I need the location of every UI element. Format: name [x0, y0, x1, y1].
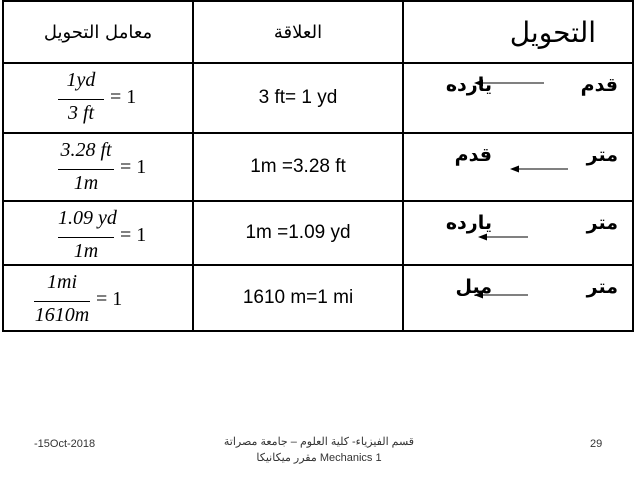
- unit-target: يارده: [445, 74, 492, 96]
- table-row: [3, 63, 633, 133]
- equals-one: = 1: [110, 86, 137, 108]
- conversion-cell: [403, 63, 633, 133]
- equals-one: = 1: [96, 288, 123, 310]
- relation-cell: 1m =3.28 ft: [193, 133, 403, 201]
- unit-source: متر: [586, 212, 618, 234]
- fraction-numerator: 1.09 yd: [58, 207, 117, 229]
- fraction-denominator: 1m: [73, 172, 99, 194]
- relation-cell: 3 ft= 1 yd: [193, 63, 403, 133]
- header-conversion-factor: معامل التحويل: [3, 1, 193, 63]
- table-row: [3, 133, 633, 201]
- unit-target: قدم: [454, 144, 492, 166]
- conversion-factor-cell: [3, 133, 193, 201]
- table-row: [3, 201, 633, 265]
- unit-source: متر: [586, 144, 618, 166]
- equals-one: = 1: [120, 156, 147, 178]
- header-relation: العلاقة: [193, 1, 403, 63]
- header-row: [3, 1, 633, 63]
- conversion-factor-cell: [3, 265, 193, 331]
- fraction: [58, 136, 158, 202]
- conversion-table: [2, 0, 634, 332]
- footer-course-info: [200, 434, 438, 466]
- fraction-numerator: 3.28 ft: [60, 139, 112, 161]
- relation-cell: 1m =1.09 yd: [193, 201, 403, 265]
- fraction: [34, 268, 134, 334]
- conversion-cell: [403, 265, 633, 331]
- footer-department: قسم الفيزياء- كلية العلوم – جامعة مصراتة: [223, 436, 415, 448]
- conversion-cell: [403, 201, 633, 265]
- conversion-factor-cell: [3, 63, 193, 133]
- fraction-numerator: 1mi: [47, 271, 77, 293]
- fraction-denominator: 1610m: [34, 304, 90, 326]
- footer-course: مقرر ميكانيكا Mechanics 1: [256, 452, 382, 464]
- fraction: [58, 204, 158, 270]
- unit-source: قدم: [580, 74, 618, 96]
- footer-date: -15Oct-2018: [34, 438, 96, 450]
- fraction-denominator: 1m: [73, 240, 99, 262]
- relation-cell: 1610 m=1 mi: [193, 265, 403, 331]
- unit-source: متر: [586, 276, 618, 298]
- fraction-bar: [58, 169, 114, 170]
- slide-number: 29: [590, 438, 603, 450]
- equals-one: = 1: [120, 224, 147, 246]
- conversion-cell: [403, 133, 633, 201]
- header-conversion: التحويل: [403, 1, 633, 63]
- fraction-bar: [58, 99, 104, 100]
- fraction-bar: [58, 237, 114, 238]
- fraction-denominator: 3 ft: [67, 102, 95, 124]
- fraction-numerator: 1yd: [66, 69, 96, 91]
- fraction-bar: [34, 301, 90, 302]
- unit-target: يارده: [445, 212, 492, 234]
- conversion-factor-cell: [3, 201, 193, 265]
- table-row: [3, 265, 633, 331]
- arrow-left-icon: [510, 164, 570, 174]
- fraction: [58, 66, 158, 132]
- unit-target: ميل: [455, 276, 492, 298]
